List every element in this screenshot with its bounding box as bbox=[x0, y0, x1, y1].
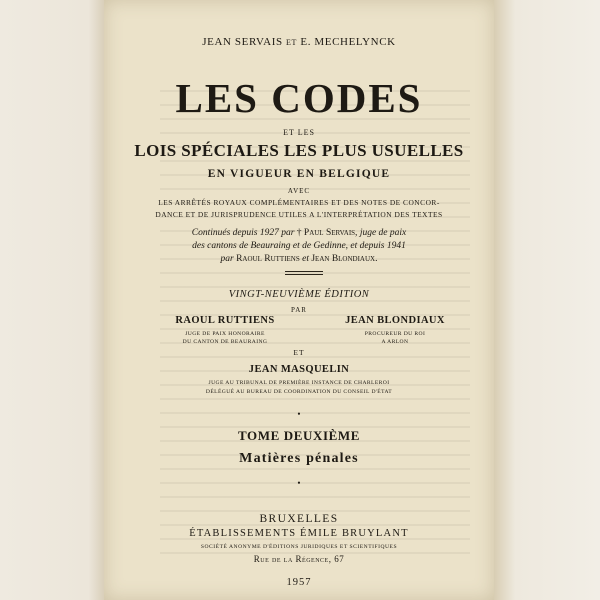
bullet-ornament-2: • bbox=[297, 478, 301, 488]
masquelin-role-1: JUGE AU TRIBUNAL DE PREMIÈRE INSTANCE DE CHARLEROI bbox=[208, 380, 390, 386]
subtitle: LOIS SPÉCIALES LES PLUS USUELLES bbox=[134, 141, 464, 160]
et-separator: ET bbox=[293, 348, 305, 357]
continued-3a: par bbox=[220, 254, 234, 264]
continued-1c: juge de paix bbox=[359, 228, 407, 238]
edition: VINGT-NEUVIÈME ÉDITION bbox=[228, 289, 370, 300]
double-rule-bottom bbox=[285, 274, 323, 275]
masquelin-role-2: DÉLÉGUÉ AU BUREAU DE COORDINATION DU CONSEIL D'ÉTAT bbox=[205, 389, 393, 395]
publication-year: 1957 bbox=[286, 577, 312, 588]
notes-line-1: LES ARRÊTÉS ROYAUX COMPLÉMENTAIRES ET DES NOTES DE CONCOR- bbox=[158, 198, 440, 207]
publisher-city: BRUXELLES bbox=[259, 513, 339, 525]
authors-conj: ET bbox=[286, 38, 298, 47]
author-servais: JEAN SERVAIS bbox=[202, 36, 283, 48]
avec: AVEC bbox=[287, 187, 311, 195]
blondiaux-name: JEAN BLONDIAUX bbox=[345, 315, 445, 326]
ruttiens-role-2: DU CANTON DE BEAURAING bbox=[182, 339, 268, 345]
continued-line-1 bbox=[104, 228, 494, 238]
author-mechelynck: E. MECHELYNCK bbox=[300, 36, 396, 48]
ruttiens-name: RAOUL RUTTIENS bbox=[175, 315, 275, 326]
left-page-edge bbox=[0, 0, 104, 600]
ruttiens-role-1: JUGE DE PAIX HONORAIRE bbox=[185, 331, 265, 337]
continued-1a: Continués depuis 1927 par bbox=[191, 228, 295, 238]
continued-line-3 bbox=[104, 254, 494, 264]
et-les: ET LES bbox=[283, 128, 315, 137]
main-title: LES CODES bbox=[175, 75, 423, 121]
right-page-edge bbox=[494, 0, 600, 600]
publisher-street: Rue de la Régence, 67 bbox=[253, 554, 345, 564]
bullet-ornament-1: • bbox=[297, 409, 301, 419]
continued-3c: et bbox=[302, 254, 309, 264]
par: PAR bbox=[291, 306, 307, 314]
continued-1b: † Paul Servais, bbox=[296, 228, 358, 238]
blondiaux-role-2: A ARLON bbox=[381, 339, 409, 345]
matieres-penales: Matières pénales bbox=[239, 451, 359, 466]
publisher-society: SOCIÉTÉ ANONYME D'ÉDITIONS JURIDIQUES ET SCIENTIFIQUES bbox=[200, 544, 398, 550]
notes-line-2: DANCE ET DE JURISPRUDENCE UTILES A L'INTERPRÉTATION DES TEXTES bbox=[155, 210, 443, 219]
continued-line-2: des cantons de Beauraing et de Gedinne, et depuis 1941 bbox=[192, 241, 406, 251]
publisher-name: ÉTABLISSEMENTS ÉMILE BRUYLANT bbox=[189, 528, 409, 539]
double-rule-top bbox=[285, 271, 323, 272]
en-vigueur: EN VIGUEUR EN BELGIQUE bbox=[207, 168, 391, 180]
masquelin-name: JEAN MASQUELIN bbox=[248, 364, 350, 375]
tome: TOME DEUXIÈME bbox=[237, 428, 361, 443]
authors-line bbox=[104, 36, 494, 48]
blondiaux-role-1: PROCUREUR DU ROI bbox=[364, 331, 426, 337]
continued-3b: Raoul Ruttiens bbox=[236, 254, 300, 264]
continued-3d: Jean Blondiaux. bbox=[311, 254, 378, 264]
